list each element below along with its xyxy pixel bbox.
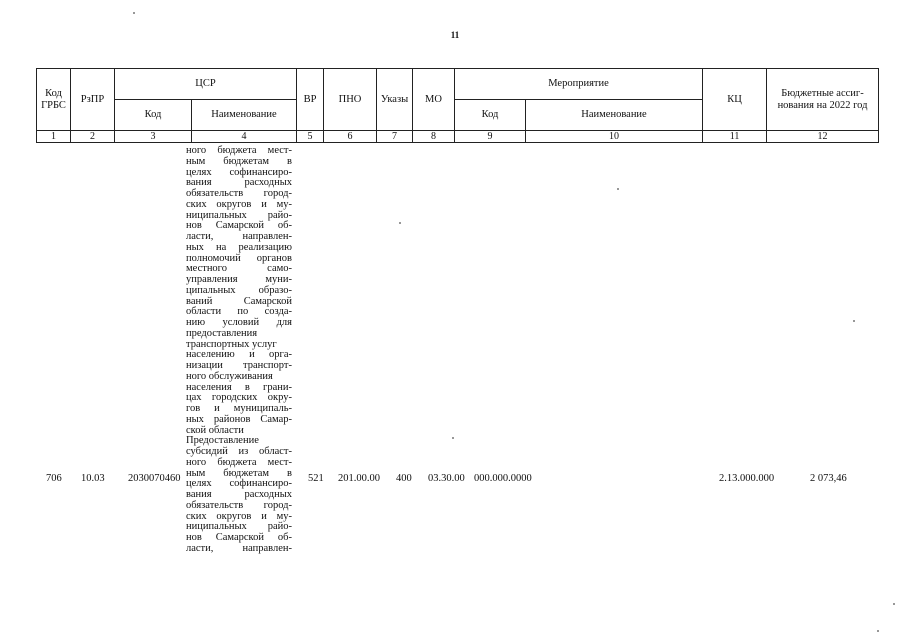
row-name-line: обязательств город- — [186, 499, 292, 511]
text-line: обязательств город- — [186, 188, 292, 199]
header-mer-kod: Код — [455, 100, 526, 131]
column-number: 5 — [297, 131, 324, 143]
header-budget: Бюджетные ассиг-нования на 2022 год — [767, 69, 879, 131]
header-rzpr: РзПР — [71, 69, 115, 131]
column-number: 2 — [71, 131, 115, 143]
row-name-line: ласти, направлен- — [186, 542, 292, 554]
row-name-line: ниципальных райо- — [186, 521, 292, 533]
cell-vr: 521 — [308, 473, 324, 484]
column-number: 1 — [37, 131, 71, 143]
scan-speck — [133, 12, 135, 14]
scan-speck — [399, 222, 401, 224]
header-csr-kod: Код — [115, 100, 192, 131]
text-line: нию условий для — [186, 317, 292, 328]
text-line: ного обслуживания — [186, 370, 273, 382]
column-number: 11 — [703, 131, 767, 143]
text-line: ных на реализацию — [186, 241, 292, 253]
text-line: области по созда- — [186, 306, 292, 318]
column-number: 7 — [377, 131, 413, 143]
column-number: 10 — [526, 131, 703, 143]
budget-table-header — [36, 68, 879, 143]
row-name-line: субсидий из област- — [186, 446, 292, 457]
column-number-row — [37, 131, 879, 143]
page-number: 11 — [450, 30, 460, 40]
row-name-line: Предоставление — [186, 435, 259, 447]
text-line: гов и муниципаль- — [186, 403, 292, 414]
text-line: транспортных услуг — [186, 338, 277, 350]
cell-amount: 2 073,46 — [810, 473, 847, 484]
table-body — [36, 144, 878, 639]
header-mo: МО — [413, 69, 455, 131]
scan-speck — [617, 188, 619, 190]
text-line: ного бюджета мест- — [186, 145, 292, 156]
cell-ukazy: 400 — [396, 473, 412, 484]
column-number: 9 — [455, 131, 526, 143]
text-line: местного само- — [186, 263, 292, 275]
text-line: населения в грани- — [186, 381, 292, 393]
row-name-line: ских округов и му- — [186, 510, 292, 522]
header-kod-grbs: Код ГРБС — [37, 69, 71, 131]
row-name-line: целях софинансиро- — [186, 478, 292, 490]
row-name-line: нов Самарской об- — [186, 532, 292, 543]
scan-speck — [893, 603, 895, 605]
scan-speck — [452, 437, 454, 439]
row-name-line: ным бюджетам в — [186, 467, 292, 479]
text-line: ласти, направлен- — [186, 231, 292, 242]
cell-csr-kod: 2030070460 — [128, 473, 181, 484]
column-number: 6 — [324, 131, 377, 143]
text-line: цах городских окру- — [186, 392, 292, 404]
cell-mo: 03.30.00 — [428, 473, 465, 484]
text-line: ных районов Самар- — [186, 413, 292, 425]
text-line: управления муни- — [186, 274, 292, 285]
text-line: нов Самарской об- — [186, 220, 292, 232]
cell-rzpr: 10.03 — [81, 473, 105, 484]
header-csr-name: Наименование — [192, 100, 297, 131]
text-line: ным бюджетам в — [186, 155, 292, 167]
text-line: вания расходных — [186, 177, 292, 189]
header-kc: КЦ — [703, 69, 767, 131]
scan-speck — [853, 320, 855, 322]
row-name-line: ного бюджета мест- — [186, 456, 292, 468]
header-pno: ПНО — [324, 69, 377, 131]
text-line: ской области — [186, 424, 244, 436]
text-line: ниципальных райо- — [186, 209, 292, 221]
scan-speck — [877, 630, 879, 632]
cell-grbs: 706 — [46, 473, 62, 484]
text-line: предоставления — [186, 327, 258, 339]
header-csr: ЦСР — [115, 69, 297, 100]
cell-kc: 2.13.000.000 — [719, 473, 775, 484]
text-line: ципальных образо- — [186, 284, 292, 296]
column-number: 3 — [115, 131, 192, 143]
text-line: полномочий органов — [186, 252, 292, 264]
text-line: населению и орга- — [186, 349, 292, 361]
row-name-line: вания расходных — [186, 489, 292, 500]
text-line: ваний Самарской — [186, 295, 292, 307]
header-vr: ВР — [297, 69, 324, 131]
header-meropriyatie: Мероприятие — [455, 69, 703, 100]
header-mer-name: Наименование — [526, 100, 703, 131]
column-number: 12 — [767, 131, 879, 143]
text-line: низации транспорт- — [186, 360, 292, 371]
column-number: 8 — [413, 131, 455, 143]
column-number: 4 — [192, 131, 297, 143]
text-line: целях софинансиро- — [186, 166, 292, 178]
cell-pno: 201.00.00 — [338, 473, 380, 484]
cell-mer-kod: 000.000.0000 — [474, 473, 532, 484]
header-ukazy: Указы — [377, 69, 413, 131]
continued-name-text — [186, 146, 292, 555]
text-line: ских округов и му- — [186, 198, 292, 210]
